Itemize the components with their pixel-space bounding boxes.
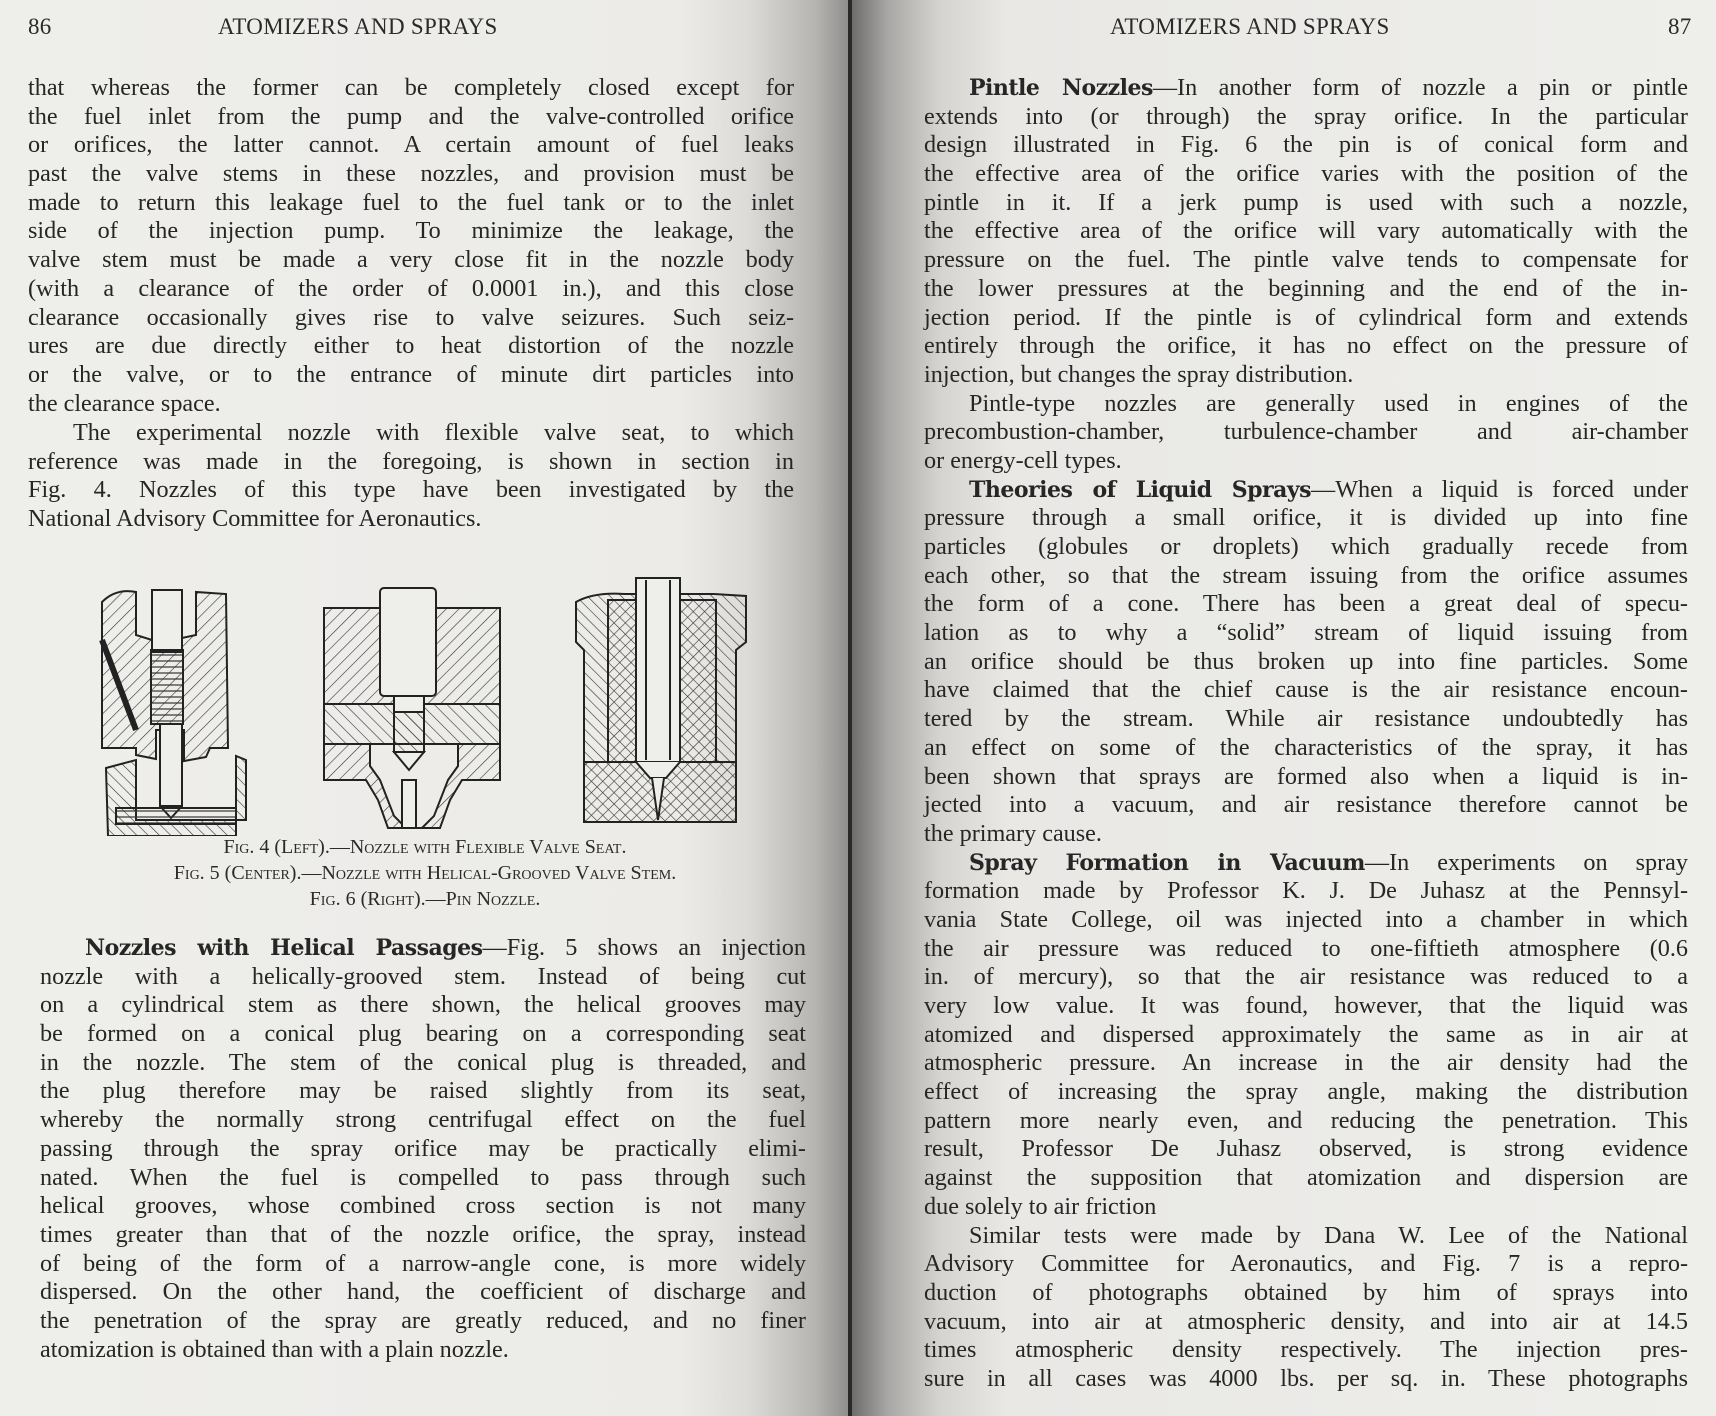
text-line: jected into a vacuum, and air resistance therefore cannot be bbox=[924, 791, 1688, 819]
section-heading: Spray Formation in Vacuum bbox=[969, 849, 1365, 876]
text-line: (with a clearance of the order of 0.0001 in.), and this close bbox=[28, 274, 794, 302]
text-line: lation as to why a “solid” stream of liquid issuing from bbox=[924, 619, 1688, 647]
text-line: or orifices, the latter cannot. A certain amount of fuel leaks bbox=[28, 131, 794, 159]
caption-fig-label: Fig. 5 (Center). bbox=[173, 862, 302, 884]
paragraph-valve-leakage bbox=[28, 74, 794, 418]
text-line: the fuel inlet from the pump and the valve-controlled orifice bbox=[28, 102, 794, 130]
text-line: against the supposition that atomization and dispersion are bbox=[924, 1164, 1688, 1192]
text-line: injection, but changes the spray distribution. bbox=[924, 360, 1354, 388]
text-line: be formed on a conical plug bearing on a corresponding seat bbox=[40, 1020, 806, 1048]
caption-fig-label: Fig. 6 (Right). bbox=[309, 888, 426, 910]
text-line: result, Professor De Juhasz observed, is strong evidence bbox=[924, 1135, 1688, 1163]
text-line: each other, so that the stream issuing from the orifice assumes bbox=[924, 561, 1688, 589]
text-line: dispersed. On the other hand, the coefficient of discharge and bbox=[40, 1278, 806, 1306]
line-text: —In another form of nozzle a pin or pintle bbox=[1152, 74, 1688, 101]
text-line: particles (globules or droplets) which gradually recede from bbox=[924, 533, 1688, 560]
text-line: the penetration of the spray are greatly reduced, and no finer bbox=[40, 1306, 806, 1334]
text-line: times atmospheric density respectively. The injection pres- bbox=[924, 1336, 1688, 1364]
caption-dash: — bbox=[301, 862, 322, 884]
text-line: nozzle with a helically-grooved stem. Instead of being cut bbox=[40, 962, 806, 990]
paragraph-first-line bbox=[40, 934, 806, 963]
text-line: in the nozzle. The stem of the conical plug is threaded, and bbox=[40, 1048, 806, 1076]
text-line: jection period. If the pintle is of cylindrical form and extends bbox=[924, 303, 1688, 331]
paragraph-experimental-nozzle bbox=[28, 419, 794, 534]
caption-title: Nozzle with Helical-Grooved Valve Stem. bbox=[321, 862, 677, 884]
text-line: nated. When the fuel is compelled to pass through such bbox=[40, 1163, 806, 1191]
line-text: —When a liquid is forced under bbox=[1311, 475, 1688, 503]
text-line: or the valve, or to the entrance of minute dirt particles into bbox=[28, 360, 794, 388]
text-line: Fig. 4. Nozzles of this type have been investigated by the bbox=[28, 476, 794, 504]
text-line: the effective area of the orifice will vary automatically with the bbox=[924, 217, 1688, 245]
left-page bbox=[0, 0, 850, 1416]
paragraph-first-line bbox=[924, 476, 1688, 505]
text-line: duction of photographs obtained by him of sprays into bbox=[924, 1278, 1688, 1306]
text-line: National Advisory Committee for Aeronautics. bbox=[28, 505, 482, 533]
text-line: side of the injection pump. To minimize the leakage, the bbox=[28, 217, 794, 245]
text-line: made to return this leakage fuel to the fuel tank or to the inlet bbox=[28, 188, 794, 216]
text-line: clearance occasionally gives rise to valve seizures. Such seiz- bbox=[28, 303, 794, 331]
text-line: been shown that sprays are formed also when a liquid is in- bbox=[924, 762, 1688, 790]
text-line: passing through the spray orifice may be practically elimi- bbox=[40, 1134, 806, 1162]
caption-fig-6 bbox=[0, 888, 850, 911]
text-line: the clearance space. bbox=[28, 389, 221, 417]
section-heading: Theories of Liquid Sprays bbox=[969, 476, 1312, 503]
text-line: Advisory Committee for Aeronautics, and Fig. 7 is a repro- bbox=[924, 1250, 1688, 1278]
text-line: atomization is obtained than with a plain nozzle. bbox=[40, 1335, 509, 1363]
text-line: extends into (or through) the spray orifice. In the particular bbox=[924, 102, 1688, 130]
text-line: sure in all cases was 4000 lbs. per sq. in. These photographs bbox=[924, 1364, 1688, 1392]
text-line: vacuum, into air at atmospheric density, and into air at 14.5 bbox=[924, 1307, 1688, 1335]
text-line: the form of a cone. There has been a great deal of specu- bbox=[924, 590, 1688, 618]
line-text: —Fig. 5 shows an injection bbox=[482, 934, 806, 961]
text-line: pressure on the fuel. The pintle valve tends to compensate for bbox=[924, 246, 1688, 274]
page-number: 87 bbox=[1668, 14, 1692, 39]
paragraph-first-line bbox=[924, 849, 1688, 878]
text-line: atmospheric pressure. An increase in the air density had the bbox=[924, 1049, 1688, 1077]
text-line: helical grooves, whose combined cross section is not many bbox=[40, 1192, 806, 1220]
caption-dash: — bbox=[425, 888, 446, 910]
text-line: design illustrated in Fig. 6 the pin is of conical form and bbox=[924, 131, 1688, 159]
text-line: Similar tests were made by Dana W. Lee of the National bbox=[969, 1221, 1688, 1249]
text-line: valve stem must be made a very close fit in the nozzle body bbox=[28, 246, 794, 274]
text-line: of being of the form of a narrow-angle cone, is more widely bbox=[40, 1249, 806, 1277]
text-line: an orifice should be thus broken up into fine particles. Some bbox=[924, 647, 1688, 675]
running-head: ATOMIZERS AND SPRAYS bbox=[218, 14, 498, 39]
text-line: the air pressure was reduced to one-fiftieth atmosphere (0.6 bbox=[924, 934, 1688, 962]
text-line: pattern more nearly even, and reducing the penetration. This bbox=[924, 1106, 1688, 1134]
text-line: vania State College, oil was injected into a chamber in which bbox=[924, 905, 1688, 933]
text-line: Pintle-type nozzles are generally used in engines of the bbox=[969, 389, 1688, 417]
text-line: entirely through the orifice, it has no effect on the pressure of bbox=[924, 332, 1688, 360]
caption-title: Nozzle with Flexible Valve Seat. bbox=[349, 836, 627, 858]
text-line: whereby the normally strong centrifugal effect on the fuel bbox=[40, 1106, 806, 1134]
text-line: precombustion-chamber, turbulence-chamber and air-chamber bbox=[924, 418, 1688, 446]
text-line: reference was made in the foregoing, is shown in section in bbox=[28, 447, 794, 475]
figure-6-pin-nozzle bbox=[574, 572, 754, 834]
caption-fig-4 bbox=[0, 836, 850, 859]
text-line: pintle in it. If a jerk pump is used with such a nozzle, bbox=[924, 188, 1688, 216]
right-page-body bbox=[924, 74, 1688, 1394]
text-line: or energy-cell types. bbox=[924, 446, 1122, 474]
text-line: past the valve stems in these nozzles, and provision must be bbox=[28, 160, 794, 188]
text-line: the effective area of the orifice varies with the position of the bbox=[924, 160, 1688, 188]
caption-dash: — bbox=[329, 836, 350, 858]
page-number: 86 bbox=[28, 14, 52, 39]
text-line: the plug therefore may be raised slightly from its seat, bbox=[40, 1077, 806, 1105]
right-page bbox=[852, 0, 1716, 1416]
running-head: ATOMIZERS AND SPRAYS bbox=[1110, 14, 1390, 39]
figure-4-nozzle-flexible-valve-seat bbox=[96, 580, 256, 836]
text-line: due solely to air friction bbox=[924, 1192, 1157, 1220]
text-line: The experimental nozzle with flexible valve seat, to which bbox=[73, 419, 794, 446]
text-line: have claimed that the chief cause is the air resistance encoun- bbox=[924, 676, 1688, 704]
text-line: very low value. It was found, however, that the liquid was bbox=[924, 992, 1688, 1019]
text-line: pressure through a small orifice, it is divided up into fine bbox=[924, 504, 1688, 532]
paragraph-helical-passages bbox=[40, 934, 806, 1364]
text-line: the primary cause. bbox=[924, 819, 1102, 847]
caption-fig-label: Fig. 4 (Left). bbox=[223, 836, 330, 858]
text-line: on a cylindrical stem as there shown, the helical grooves may bbox=[40, 991, 806, 1019]
caption-fig-5 bbox=[0, 862, 850, 885]
text-line: the lower pressures at the beginning and the end of the in- bbox=[924, 274, 1688, 302]
section-heading: Nozzles with Helical Passages bbox=[85, 935, 483, 961]
section-heading-pintle: Pintle Nozzles bbox=[969, 75, 1153, 101]
text-line: formation made by Professor K. J. De Juhasz at the Pennsyl- bbox=[924, 877, 1688, 905]
text-line: times greater than that of the nozzle orifice, the spray, instead bbox=[40, 1220, 806, 1248]
line-text: —In experiments on spray bbox=[1364, 848, 1688, 876]
text-line: tered by the stream. While air resistance undoubtedly has bbox=[924, 705, 1688, 733]
paragraph-first-line bbox=[924, 74, 1688, 103]
text-line: ures are due directly either to heat distortion of the nozzle bbox=[28, 332, 794, 360]
text-line: effect of increasing the spray angle, making the distribution bbox=[924, 1078, 1688, 1106]
text-line: atomized and dispersed approximately the same as in air at bbox=[924, 1020, 1688, 1048]
text-line: that whereas the former can be completely closed except for bbox=[28, 74, 794, 101]
text-line: in. of mercury), so that the air resistance was reduced to a bbox=[924, 963, 1688, 991]
text-line: an effect on some of the characteristics of the spray, it has bbox=[924, 733, 1688, 761]
caption-title: Pin Nozzle. bbox=[445, 888, 541, 910]
figure-5-nozzle-helical-grooved-valve-stem bbox=[322, 580, 502, 832]
